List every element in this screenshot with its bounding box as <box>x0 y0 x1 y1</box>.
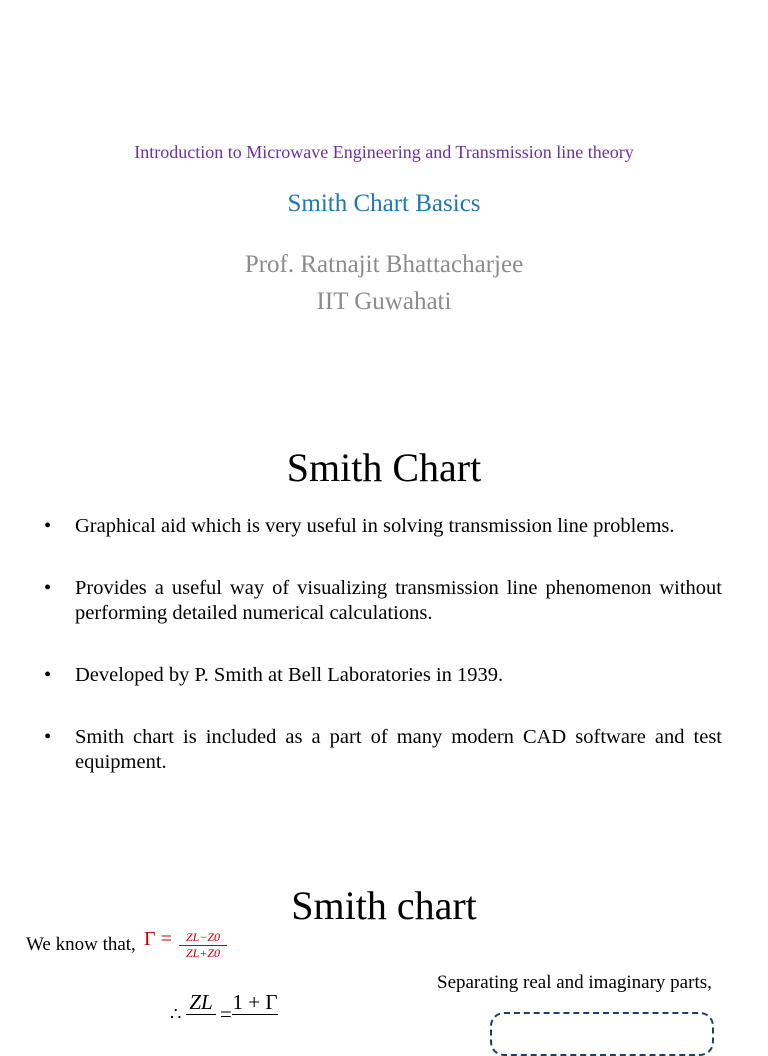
bullet-icon: • <box>44 577 52 599</box>
rhs-fraction <box>232 990 278 1015</box>
bullet-text: Provides a useful way of visualizing transmission line phenomenon without performing detailed numerical calculations. <box>75 577 722 624</box>
separating-text: Separating real and imaginary parts, <box>437 972 712 993</box>
course-title: Introduction to Microwave Engineering and Transmission line theory <box>134 142 634 162</box>
zl-fraction <box>186 990 216 1015</box>
equals-sign: = <box>220 1002 232 1026</box>
bullet-text: Developed by P. Smith at Bell Laboratories in 1939. <box>75 664 504 686</box>
zl-numerator: ZL <box>186 990 216 1015</box>
intro-text: We know that, <box>26 934 136 955</box>
bullet-icon: • <box>44 515 52 537</box>
bullet-text: Graphical aid which is very useful in solving transmission line problems. <box>75 515 675 537</box>
lecture-title: Smith Chart Basics <box>287 190 481 217</box>
reflection-coefficient-formula <box>144 928 221 960</box>
bullet-icon: • <box>44 664 52 686</box>
bullet-icon: • <box>44 726 52 748</box>
institution: IIT Guwahati <box>316 288 452 315</box>
gamma-denominator: ZL+Z0 <box>185 946 221 960</box>
slide-title-smith-chart-2: Smith chart <box>291 883 477 928</box>
dashed-highlight-box <box>490 1012 714 1056</box>
gamma-fraction <box>179 930 227 961</box>
bullet-text: Smith chart is included as a part of many modern CAD software and test equipment. <box>75 726 722 773</box>
author-name: Prof. Ratnajit Bhattacharjee <box>244 251 524 278</box>
rhs-numerator: 1 + Γ <box>232 990 278 1014</box>
gamma-symbol: Γ = <box>144 928 172 950</box>
gamma-numerator: ZL−Z0 <box>179 930 227 946</box>
slide-title-smith-chart: Smith Chart <box>286 445 482 490</box>
therefore-icon: ∴ <box>170 1004 182 1024</box>
